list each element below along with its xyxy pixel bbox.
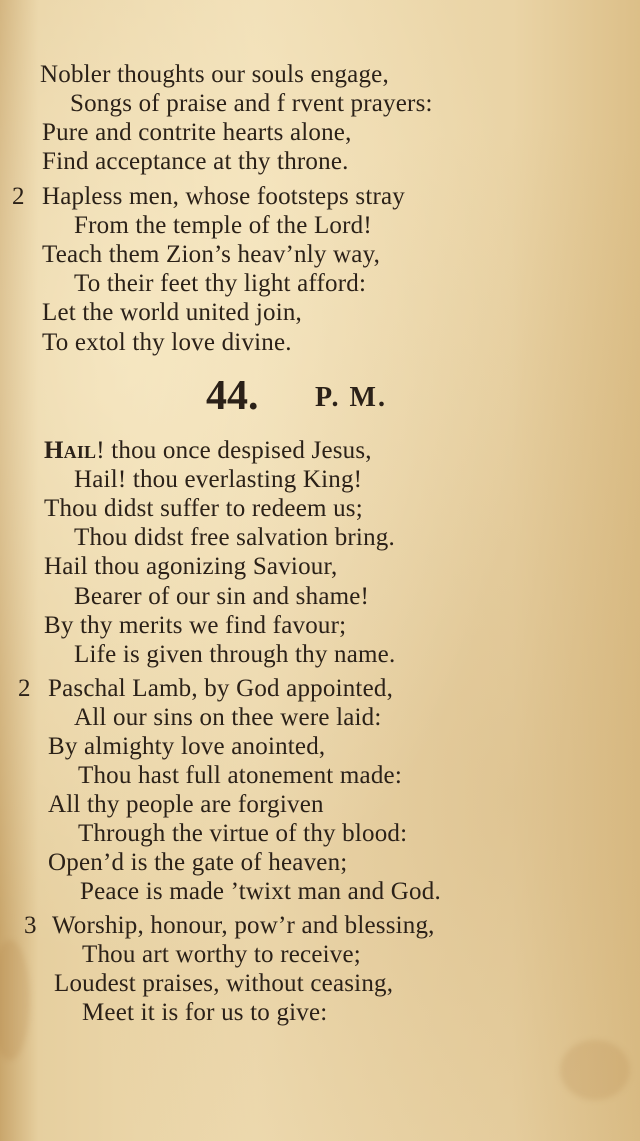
verse-line: Meet it is for us to give: (82, 999, 328, 1026)
verse-line: All thy people are forgiven (48, 791, 324, 818)
paper-stain (0, 940, 30, 1060)
verse-line: Bearer of our sin and shame! (74, 583, 370, 610)
verse-line: Hail thou agonizing Saviour, (44, 553, 338, 580)
verse-line: From the temple of the Lord! (74, 212, 372, 239)
verse-line: All our sins on thee were laid: (74, 704, 382, 731)
verse-line: Teach them Zion’s heav’nly way, (42, 241, 381, 268)
verse-line: Hapless men, whose footsteps stray (42, 183, 405, 210)
verse-line: Life is given through thy name. (74, 641, 396, 668)
verse-line: Thou art worthy to receive; (82, 941, 361, 968)
verse-line: Hail! thou everlasting King! (74, 466, 363, 493)
verse-line: Find acceptance at thy throne. (42, 148, 349, 175)
verse-line: Thou didst suffer to redeem us; (44, 495, 363, 522)
hymn-meter: P. M. (315, 382, 387, 413)
hymn-heading (0, 372, 640, 422)
verse-line: Peace is made ’twixt man and God. (80, 878, 441, 905)
hymn-number: 44. (206, 373, 259, 419)
verse-line: By thy merits we find favour; (44, 612, 347, 639)
verse-line: Thou hast full atonement made: (78, 762, 402, 789)
verse-line: Nobler thoughts our souls engage, (40, 61, 389, 88)
initial-word: Hail (44, 437, 97, 464)
verse-line (44, 436, 372, 466)
verse-line: Pure and contrite hearts alone, (42, 119, 352, 146)
verse-number: 3 (24, 912, 37, 939)
verse-line: By almighty love anointed, (48, 733, 326, 760)
first-line-rest: ! thou once despised Jesus, (96, 437, 372, 464)
verse-line: Through the virtue of thy blood: (78, 820, 408, 847)
verse-number: 2 (18, 675, 31, 702)
verse-number: 2 (12, 183, 25, 210)
verse-line: Worship, honour, pow’r and blessing, (52, 912, 435, 939)
verse-line: To their feet thy light afford: (74, 270, 367, 297)
verse-line: Paschal Lamb, by God appointed, (48, 675, 394, 702)
verse-line: Let the world united join, (42, 299, 303, 326)
verse-line: Open’d is the gate of heaven; (48, 849, 348, 876)
verse-line: Loudest praises, without ceasing, (54, 970, 394, 997)
verse-line: Thou didst free salvation bring. (74, 524, 395, 551)
verse-line: To extol thy love divine. (42, 329, 292, 356)
verse-line: Songs of praise and f rvent prayers: (70, 90, 433, 117)
paper-stain (560, 1040, 630, 1100)
